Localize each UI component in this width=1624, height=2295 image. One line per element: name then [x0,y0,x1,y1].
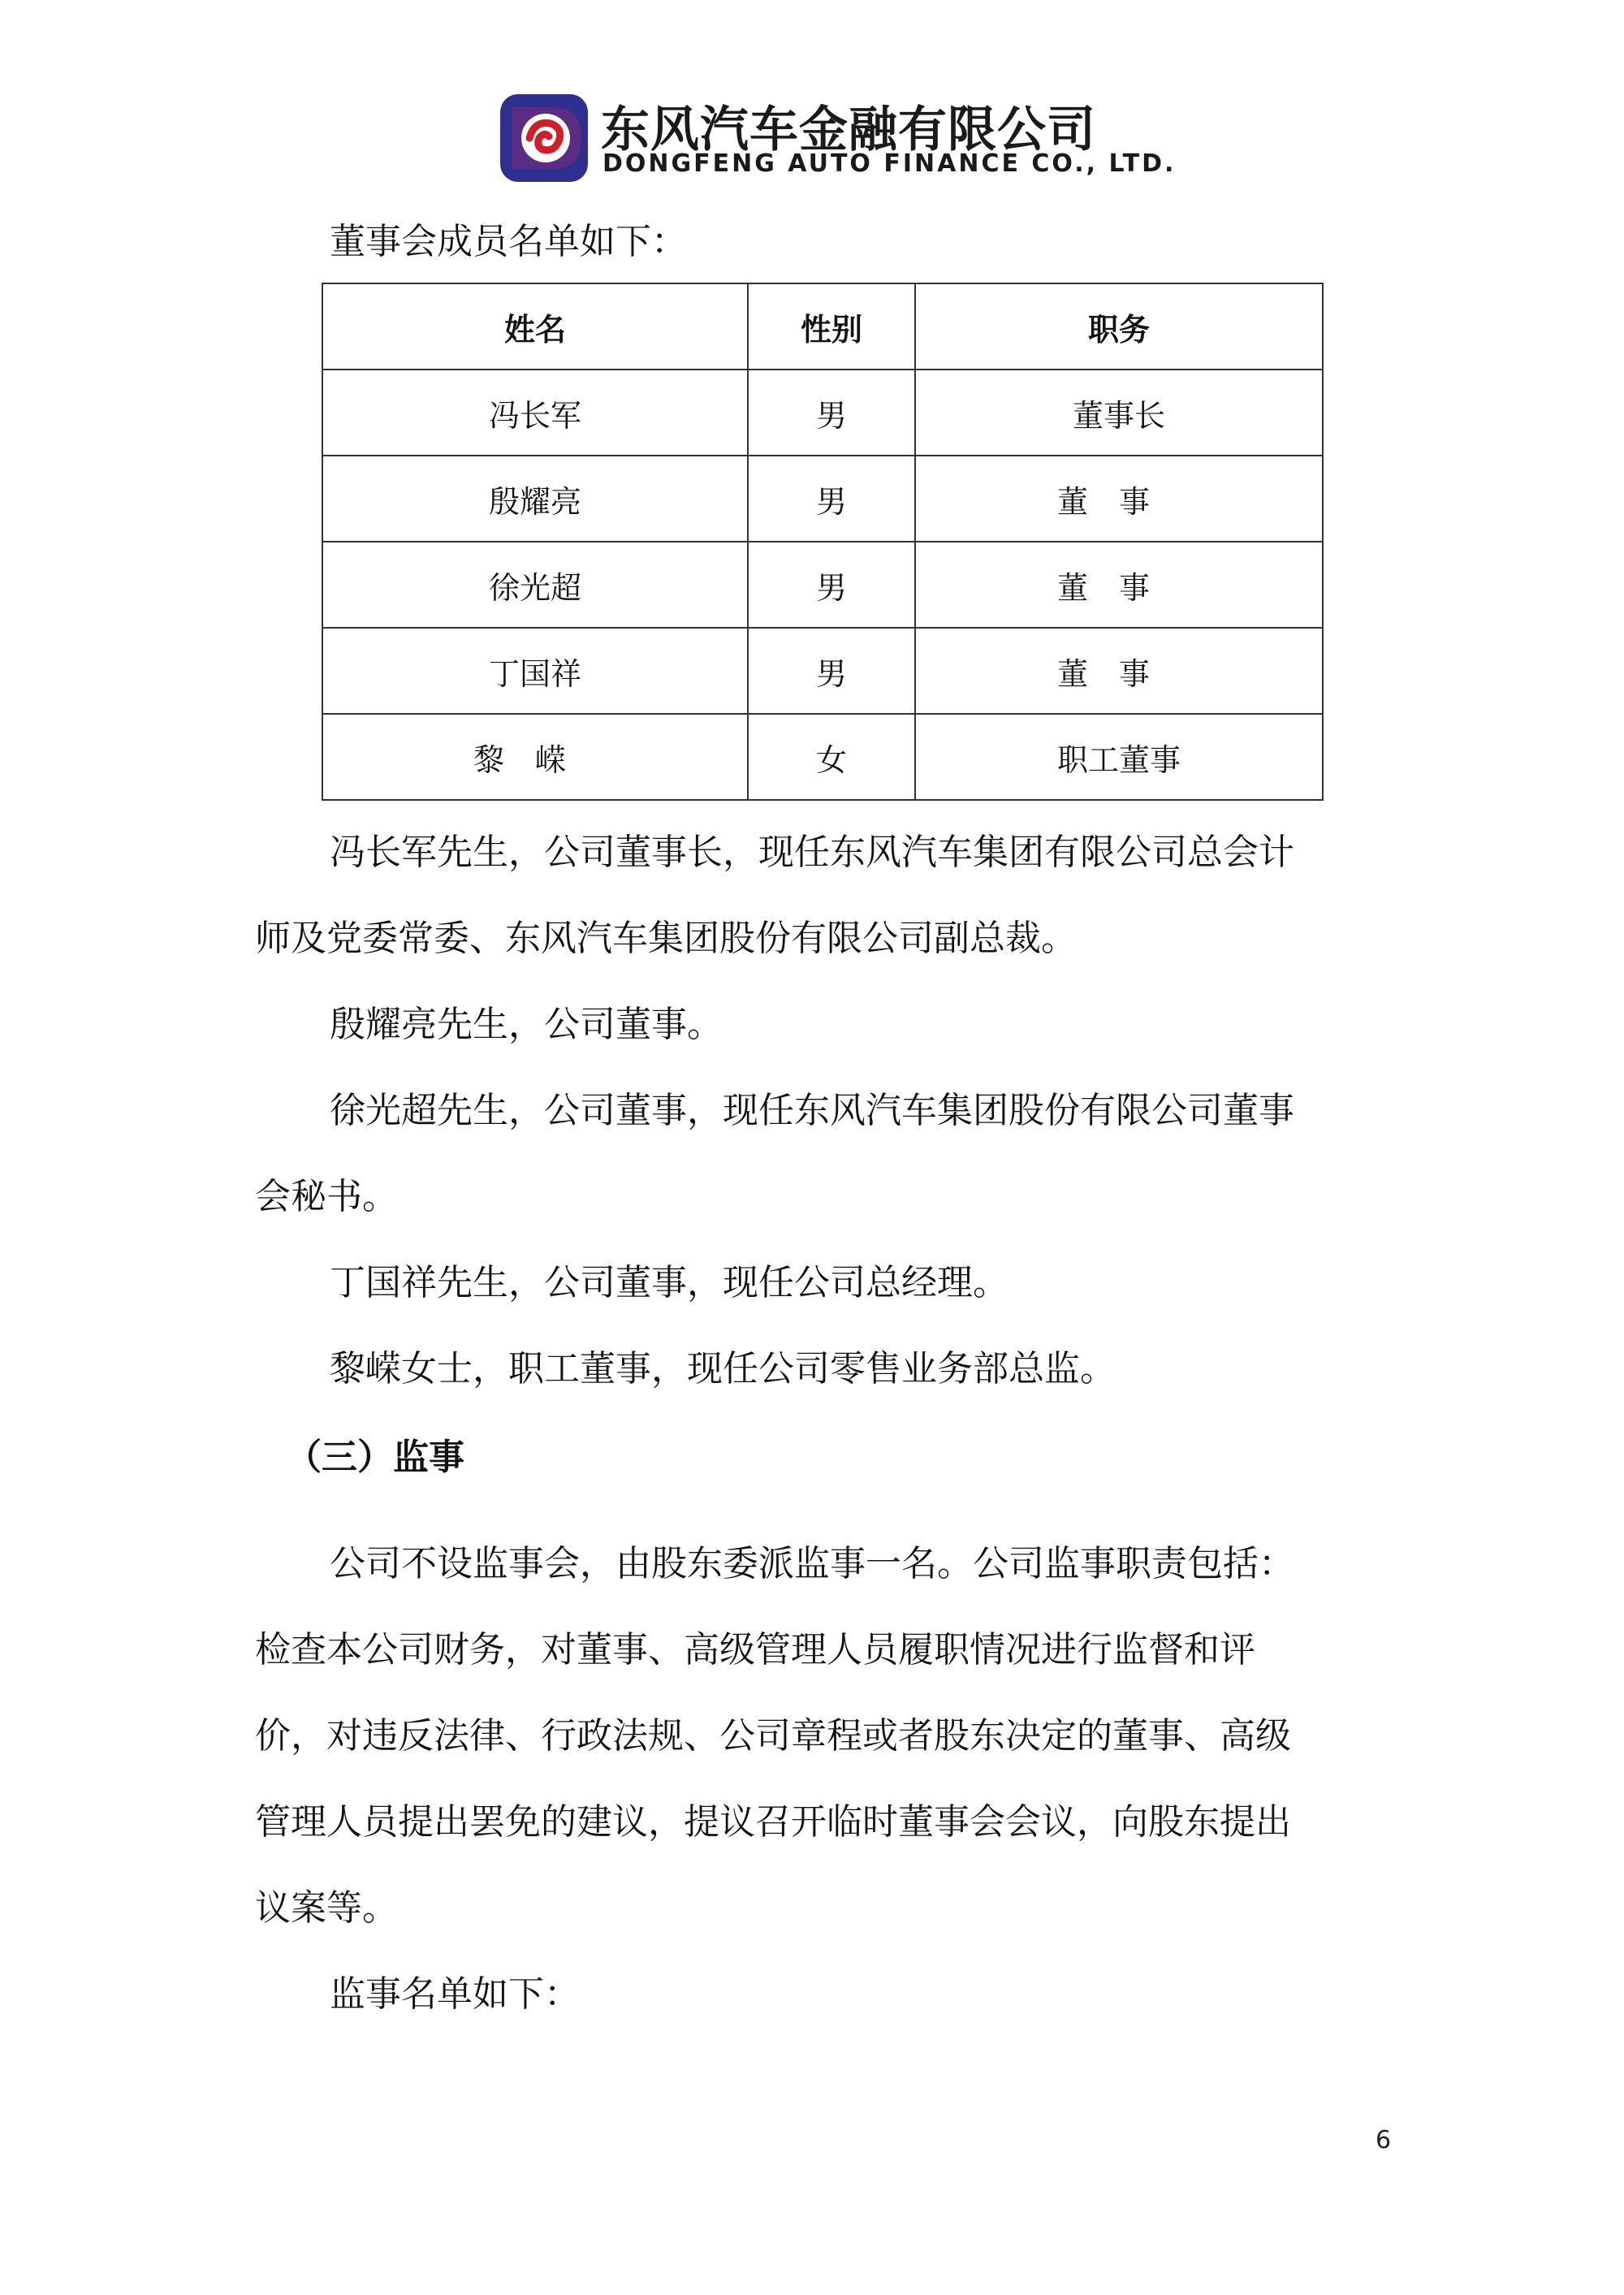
supervisor-para-line5: 议案等。 [255,1887,398,1929]
cell-position: 董事长 [915,370,1323,456]
cell-name: 殷耀亮 [322,456,748,542]
cell-gender: 男 [748,628,915,714]
bio-xu-line1: 徐光超先生，公司董事，现任东风汽车集团股份有限公司董事 [330,1090,1294,1131]
header-name: 姓名 [322,283,748,370]
company-header [497,84,1177,190]
cell-gender: 男 [748,542,915,628]
cell-position: 职工董事 [915,714,1323,800]
table-row [322,714,1323,800]
cell-position: 董事 [915,542,1323,628]
header-position: 职务 [915,283,1323,370]
cell-name: 黎嵘 [322,714,748,800]
supervisor-para-line4: 管理人员提出罢免的建议，提议召开临时董事会会议，向股东提出 [255,1801,1291,1843]
cell-gender: 男 [748,456,915,542]
cell-position: 董事 [915,456,1323,542]
bio-feng-line1: 冯长军先生，公司董事长，现任东风汽车集团有限公司总会计 [330,832,1294,873]
company-name-en: DONGFENG AUTO FINANCE CO., LTD. [603,149,1177,178]
bio-li: 黎嵘女士，职工董事，现任公司零售业务部总监。 [330,1348,1116,1390]
dongfeng-logo-icon [497,91,591,185]
table-row [322,370,1323,456]
cell-gender: 男 [748,370,915,456]
supervisor-para-line1: 公司不设监事会，由股东委派监事一名。公司监事职责包括： [330,1543,1294,1584]
table-row [322,542,1323,628]
supervisor-para-line2: 检查本公司财务，对董事、高级管理人员履职情况进行监督和评 [255,1629,1255,1670]
supervisor-para-line3: 价，对违反法律、行政法规、公司章程或者股东决定的董事、高级 [255,1715,1291,1757]
bio-xu-line2: 会秘书。 [255,1176,398,1217]
cell-gender: 女 [748,714,915,800]
bio-yin: 殷耀亮先生，公司董事。 [330,1004,723,1045]
cell-name: 冯长军 [322,370,748,456]
bio-ding: 丁国祥先生，公司董事，现任公司总经理。 [330,1262,1009,1303]
page-number: 6 [1376,2126,1392,2155]
table-row [322,456,1323,542]
company-name-cn: 东风汽车金融有限公司 [601,102,1096,158]
table-row [322,628,1323,714]
bio-feng-line2: 师及党委常委、东风汽车集团股份有限公司副总裁。 [255,918,1077,959]
header-gender: 性别 [748,283,915,370]
board-intro: 董事会成员名单如下： [330,221,687,262]
board-members-table [322,283,1324,801]
section-heading-supervisor: （三）监事 [286,1437,464,1478]
table-header-row [322,283,1323,370]
cell-name: 徐光超 [322,542,748,628]
supervisor-list-intro: 监事名单如下： [330,1973,580,2015]
cell-name: 丁国祥 [322,628,748,714]
cell-position: 董事 [915,628,1323,714]
